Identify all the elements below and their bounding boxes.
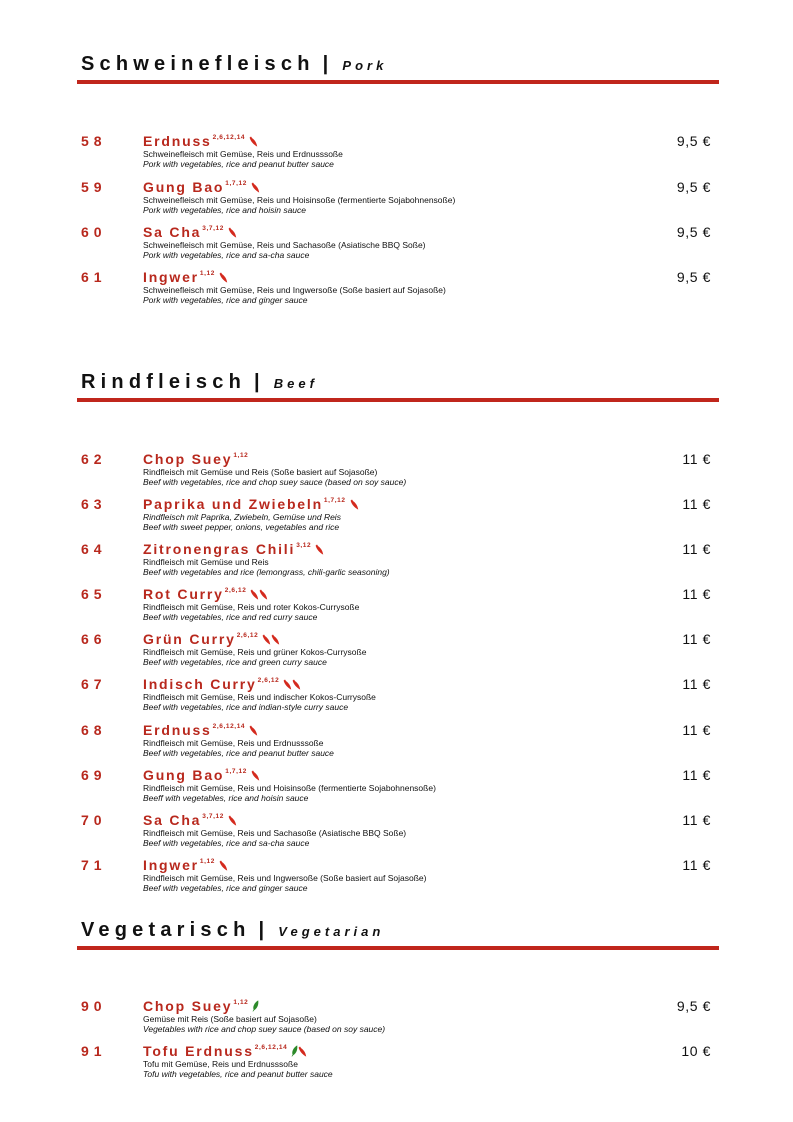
item-description-en: Beef with vegetables, rice and indian-style curry sauce bbox=[143, 702, 349, 712]
chili-icon bbox=[228, 227, 237, 238]
item-description-de: Rindfleisch mit Gemüse, Reis und Hoisinsoße (fermentierte Sojabohnensoße) bbox=[143, 783, 436, 793]
item-icons bbox=[283, 676, 301, 692]
item-description-de: Rindfleisch mit Gemüse, Reis und grüner Kokos-Currysoße bbox=[143, 647, 367, 657]
section-title-text: Vegetarisch bbox=[81, 919, 251, 941]
section-divider bbox=[77, 946, 719, 950]
item-name bbox=[143, 767, 260, 783]
section-header bbox=[81, 919, 384, 942]
item-name-text: Tofu Erdnuss bbox=[143, 1043, 254, 1059]
section-divider bbox=[77, 80, 719, 84]
chili-icon bbox=[228, 815, 237, 826]
item-price: 11 € bbox=[682, 767, 711, 783]
item-description-de: Rindfleisch mit Gemüse, Reis und Erdnusssoße bbox=[143, 738, 324, 748]
item-description-en: Pork with vegetables, rice and sa-cha sauce bbox=[143, 250, 310, 260]
item-name bbox=[143, 676, 301, 692]
section-divider bbox=[77, 398, 719, 402]
section-header bbox=[81, 53, 387, 76]
item-number: 70 bbox=[81, 812, 107, 828]
chili-icon bbox=[250, 589, 259, 600]
item-price: 9,5 € bbox=[676, 224, 711, 240]
item-allergens: 1,7,12 bbox=[225, 768, 247, 775]
item-description-de: Schweinefleisch mit Gemüse, Reis und Ingwersoße (Soße basiert auf Sojasoße) bbox=[143, 285, 446, 295]
menu-item bbox=[0, 812, 793, 852]
item-description-de: Rindfleisch mit Gemüse, Reis und Ingwersoße (Soße basiert auf Sojasoße) bbox=[143, 873, 427, 883]
item-name bbox=[143, 1043, 307, 1059]
item-icons bbox=[219, 857, 228, 873]
menu-item bbox=[0, 1043, 793, 1083]
section-separator: | bbox=[254, 371, 265, 393]
item-price: 11 € bbox=[682, 586, 711, 602]
section-title bbox=[81, 371, 318, 394]
item-description-en: Pork with vegetables, rice and ginger sauce bbox=[143, 295, 308, 305]
item-price: 11 € bbox=[682, 857, 711, 873]
chili-icon bbox=[315, 544, 324, 555]
item-name-text: Erdnuss bbox=[143, 133, 212, 149]
item-allergens: 1,7,12 bbox=[323, 497, 346, 504]
item-description-de: Schweinefleisch mit Gemüse, Reis und Hoisinsoße (fermentierte Sojabohnensoße) bbox=[143, 195, 456, 205]
chili-icon bbox=[262, 634, 271, 645]
item-name bbox=[143, 496, 359, 512]
item-description-en: Pork with vegetables, rice and hoisin sauce bbox=[143, 205, 307, 215]
item-name-text: Chop Suey bbox=[143, 451, 233, 467]
chili-icon bbox=[283, 679, 292, 690]
item-allergens: 2,6,12 bbox=[257, 677, 280, 684]
item-number: 60 bbox=[81, 224, 107, 240]
item-icons bbox=[291, 1043, 307, 1059]
item-name bbox=[143, 722, 258, 738]
item-price: 11 € bbox=[682, 722, 711, 738]
item-allergens: 2,6,12,14 bbox=[254, 1044, 288, 1051]
chili-icon bbox=[251, 182, 260, 193]
item-name bbox=[143, 451, 252, 467]
item-price: 11 € bbox=[682, 676, 711, 692]
menu-item bbox=[0, 496, 793, 536]
chili-icon bbox=[292, 679, 301, 690]
leaf-icon bbox=[252, 1000, 259, 1012]
item-name bbox=[143, 812, 237, 828]
item-description-en: Pork with vegetables, rice and peanut butter sauce bbox=[143, 159, 334, 169]
item-description-de: Rindfleisch mit Paprika, Zwiebeln, Gemüse und Reis bbox=[143, 512, 341, 522]
item-description-en: Beef with vegetables, rice and green curry sauce bbox=[143, 657, 327, 667]
chili-icon bbox=[350, 499, 359, 510]
item-description-en: Beef with vegetables, rice and peanut butter sauce bbox=[143, 748, 334, 758]
item-description-en: Beeff with vegetables, rice and hoisin sauce bbox=[143, 793, 309, 803]
chili-icon bbox=[219, 272, 228, 283]
menu-item bbox=[0, 857, 793, 897]
item-icons bbox=[315, 541, 324, 557]
item-name bbox=[143, 586, 268, 602]
section-title-text: Schweinefleisch bbox=[81, 53, 315, 75]
item-description-en: Beef with vegetables and rice (lemongrass, chili-garlic seasoning) bbox=[143, 567, 390, 577]
item-name-text: Grün Curry bbox=[143, 631, 236, 647]
item-number: 90 bbox=[81, 998, 107, 1014]
item-number: 59 bbox=[81, 179, 107, 195]
item-price: 9,5 € bbox=[676, 179, 711, 195]
item-number: 71 bbox=[81, 857, 107, 873]
item-description-en: Tofu with vegetables, rice and peanut butter sauce bbox=[143, 1069, 333, 1079]
item-description-de: Rindfleisch mit Gemüse, Reis und roter Kokos-Currysoße bbox=[143, 602, 360, 612]
menu-item bbox=[0, 722, 793, 762]
menu-item bbox=[0, 541, 793, 581]
item-description-de: Tofu mit Gemüse, Reis und Erdnusssoße bbox=[143, 1059, 298, 1069]
item-name-text: Rot Curry bbox=[143, 586, 224, 602]
item-name-text: Paprika und Zwiebeln bbox=[143, 496, 323, 512]
item-icons bbox=[249, 133, 258, 149]
item-price: 10 € bbox=[681, 1043, 711, 1059]
item-allergens: 3,12 bbox=[296, 542, 312, 549]
chili-icon bbox=[219, 860, 228, 871]
item-description-de: Rindfleisch mit Gemüse und Reis bbox=[143, 557, 269, 567]
section-title-text: Rindfleisch bbox=[81, 371, 246, 393]
item-icons bbox=[249, 722, 258, 738]
item-number: 91 bbox=[81, 1043, 107, 1059]
item-name bbox=[143, 179, 260, 195]
item-name-text: Gung Bao bbox=[143, 767, 225, 783]
section-subtitle: Vegetarian bbox=[278, 924, 385, 939]
chili-icon bbox=[249, 725, 258, 736]
menu-item bbox=[0, 451, 793, 491]
item-name bbox=[143, 133, 258, 149]
item-description-en: Beef with vegetables, rice and red curry sauce bbox=[143, 612, 318, 622]
item-allergens: 2,6,12,14 bbox=[212, 134, 246, 141]
item-allergens: 1,12 bbox=[199, 270, 215, 277]
item-number: 66 bbox=[81, 631, 107, 647]
item-name-text: Chop Suey bbox=[143, 998, 233, 1014]
item-number: 64 bbox=[81, 541, 107, 557]
item-allergens: 2,6,12,14 bbox=[212, 723, 246, 730]
item-icons bbox=[219, 269, 228, 285]
item-icons bbox=[262, 631, 280, 647]
item-allergens: 3,7,12 bbox=[202, 813, 224, 820]
item-number: 58 bbox=[81, 133, 107, 149]
section-subtitle: Pork bbox=[342, 58, 388, 73]
chili-icon bbox=[298, 1046, 307, 1057]
menu-item bbox=[0, 998, 793, 1038]
item-icons bbox=[250, 586, 268, 602]
item-name-text: Zitronengras Chili bbox=[143, 541, 296, 557]
item-icons bbox=[251, 767, 260, 783]
item-allergens: 1,12 bbox=[233, 999, 249, 1006]
item-name-text: Sa Cha bbox=[143, 224, 202, 240]
item-description-de: Gemüse mit Reis (Soße basiert auf Sojasoße) bbox=[143, 1014, 317, 1024]
item-allergens: 3,7,12 bbox=[202, 225, 224, 232]
item-icons bbox=[228, 812, 237, 828]
item-name-text: Indisch Curry bbox=[143, 676, 257, 692]
item-price: 11 € bbox=[682, 496, 711, 512]
section-separator: | bbox=[322, 53, 334, 75]
item-price: 11 € bbox=[682, 812, 711, 828]
item-description-en: Vegetables with rice and chop suey sauce (based on soy sauce) bbox=[143, 1024, 386, 1034]
section-title bbox=[81, 53, 387, 76]
menu-item bbox=[0, 586, 793, 626]
item-description-de: Rindfleisch mit Gemüse und Reis (Soße basiert auf Sojasoße) bbox=[143, 467, 378, 477]
item-name bbox=[143, 631, 280, 647]
section-subtitle: Beef bbox=[273, 376, 318, 391]
item-name-text: Erdnuss bbox=[143, 722, 212, 738]
section-title bbox=[81, 919, 384, 942]
item-icons bbox=[252, 998, 259, 1014]
item-name-text: Ingwer bbox=[143, 269, 199, 285]
item-description-en: Beef with sweet pepper, onions, vegetables and rice bbox=[143, 522, 340, 532]
item-number: 69 bbox=[81, 767, 107, 783]
item-allergens: 2,6,12 bbox=[236, 632, 259, 639]
item-name-text: Sa Cha bbox=[143, 812, 202, 828]
item-number: 63 bbox=[81, 496, 107, 512]
item-allergens: 2,6,12 bbox=[224, 587, 247, 594]
item-description-de: Rindfleisch mit Gemüse, Reis und indischer Kokos-Currysoße bbox=[143, 692, 376, 702]
item-price: 11 € bbox=[682, 541, 711, 557]
menu-item bbox=[0, 676, 793, 716]
item-price: 9,5 € bbox=[676, 133, 711, 149]
item-allergens: 1,12 bbox=[233, 452, 249, 459]
item-description-en: Beef with vegetables, rice and ginger sauce bbox=[143, 883, 308, 893]
item-price: 11 € bbox=[682, 451, 711, 467]
chili-icon bbox=[251, 770, 260, 781]
item-number: 67 bbox=[81, 676, 107, 692]
menu-item bbox=[0, 179, 793, 219]
item-description-de: Schweinefleisch mit Gemüse, Reis und Sachasoße (Asiatische BBQ Soße) bbox=[143, 240, 426, 250]
chili-icon bbox=[259, 589, 268, 600]
item-number: 65 bbox=[81, 586, 107, 602]
section-separator: | bbox=[258, 919, 270, 941]
item-name bbox=[143, 541, 324, 557]
item-name bbox=[143, 224, 237, 240]
menu-item bbox=[0, 133, 793, 173]
item-price: 9,5 € bbox=[676, 269, 711, 285]
menu-item bbox=[0, 767, 793, 807]
menu-item bbox=[0, 269, 793, 309]
item-allergens: 1,12 bbox=[199, 858, 215, 865]
item-allergens: 1,7,12 bbox=[225, 180, 247, 187]
item-description-de: Schweinefleisch mit Gemüse, Reis und Erdnusssoße bbox=[143, 149, 343, 159]
leaf-icon bbox=[291, 1045, 298, 1057]
item-number: 62 bbox=[81, 451, 107, 467]
item-number: 68 bbox=[81, 722, 107, 738]
item-description-de: Rindfleisch mit Gemüse, Reis und Sachasoße (Asiatische BBQ Soße) bbox=[143, 828, 407, 838]
item-price: 11 € bbox=[682, 631, 711, 647]
item-icons bbox=[251, 179, 260, 195]
item-number: 61 bbox=[81, 269, 107, 285]
item-price: 9,5 € bbox=[676, 998, 711, 1014]
item-icons bbox=[350, 496, 359, 512]
item-description-en: Beef with vegetables, rice and sa-cha sauce bbox=[143, 838, 310, 848]
item-name bbox=[143, 998, 259, 1014]
chili-icon bbox=[249, 136, 258, 147]
section-header bbox=[81, 371, 318, 394]
menu-item bbox=[0, 224, 793, 264]
item-name-text: Ingwer bbox=[143, 857, 199, 873]
menu-item bbox=[0, 631, 793, 671]
item-name-text: Gung Bao bbox=[143, 179, 225, 195]
item-icons bbox=[228, 224, 237, 240]
item-description-en: Beef with vegetables, rice and chop suey sauce (based on soy sauce) bbox=[143, 477, 407, 487]
item-name bbox=[143, 857, 228, 873]
chili-icon bbox=[271, 634, 280, 645]
item-name bbox=[143, 269, 228, 285]
